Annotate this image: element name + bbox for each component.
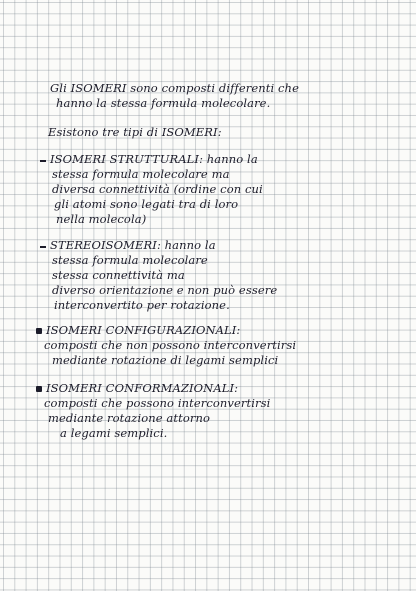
structural-line-5: nella molecola) [56,212,147,226]
intro-line-2: hanno la stessa formula molecolare. [56,96,271,110]
conformational-line-2: composti che possono interconvertirsi [44,396,271,410]
configurational-line-1: ISOMERI CONFIGURAZIONALI: [46,323,241,337]
conformational-bullet [36,386,42,392]
intro-line-1: Gli ISOMERI sono composti differenti che [50,81,299,95]
stereo-line-1: STEREOISOMERI: hanno la [50,238,216,252]
conformational-line-4: a legami semplici. [60,426,168,440]
structural-line-2: stessa formula molecolare ma [52,167,230,181]
conformational-line-1: ISOMERI CONFORMAZIONALI: [46,381,239,395]
configurational-line-2: composti che non possono interconvertirsi [44,338,297,352]
structural-dash-marker [40,160,46,162]
types-heading: Esistono tre tipi di ISOMERI: [48,125,222,139]
stereo-line-4: diverso orientazione e non può essere [52,283,278,297]
stereo-line-5: interconvertito per rotazione. [54,298,230,312]
structural-line-1: ISOMERI STRUTTURALI: hanno la [50,152,258,166]
stereo-dash-marker [40,246,46,248]
stereo-line-3: stessa connettività ma [52,268,185,282]
stereo-line-2: stessa formula molecolare [52,253,208,267]
configurational-bullet [36,328,42,334]
structural-line-3: diversa connettività (ordine con cui [52,182,263,196]
structural-line-4: gli atomi sono legati tra di loro [54,197,239,211]
configurational-line-3: mediante rotazione di legami semplici [52,353,279,367]
conformational-line-3: mediante rotazione attorno [48,411,210,425]
